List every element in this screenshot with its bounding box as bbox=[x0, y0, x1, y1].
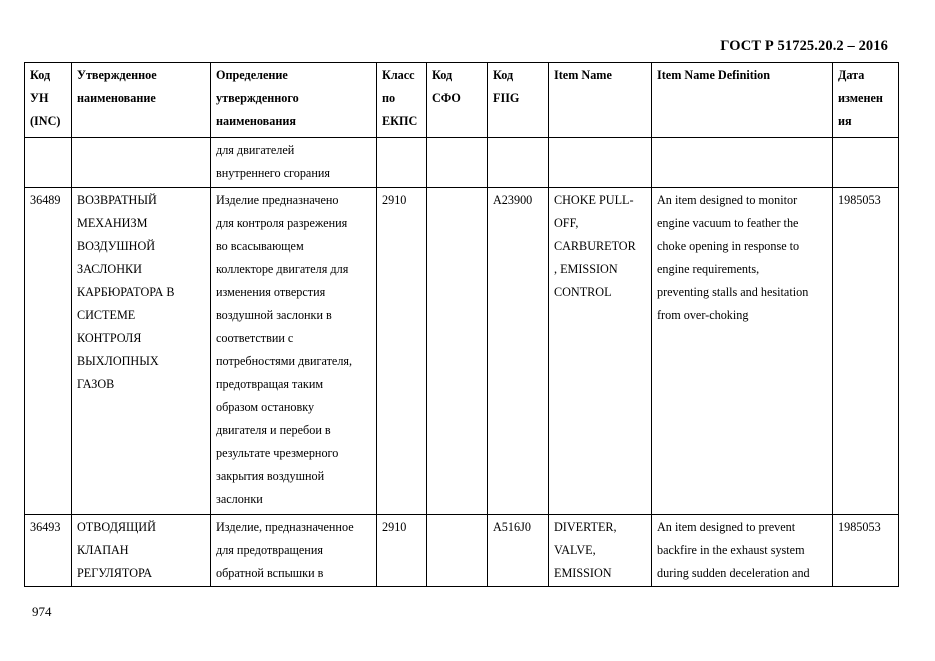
item-definition-line: engine requirements, bbox=[657, 262, 760, 276]
definition-text-line: для двигателей bbox=[216, 143, 295, 157]
class-line: 2910 bbox=[382, 520, 407, 534]
page-number: 974 bbox=[32, 604, 52, 619]
header-text-line: ЕКПС bbox=[382, 114, 418, 128]
definition-line: образом остановку bbox=[216, 400, 315, 414]
header-item-definition bbox=[652, 63, 833, 138]
approved-name-line: РЕГУЛЯТОРА bbox=[77, 566, 153, 580]
table-cell bbox=[652, 138, 833, 188]
item-definition-line: An item designed to prevent bbox=[657, 520, 796, 534]
definition-cell bbox=[211, 188, 377, 515]
item-name-line: CHOKE PULL- bbox=[554, 193, 634, 207]
item-name-line: , EMISSION bbox=[554, 262, 618, 276]
approved-name-cell bbox=[72, 188, 211, 515]
header-text-line: наименование bbox=[77, 91, 156, 105]
header-text-line: Item Name Definition bbox=[657, 68, 771, 82]
definition-line: потребностями двигателя, bbox=[216, 354, 353, 368]
header-text-line: СФО bbox=[432, 91, 461, 105]
table-row bbox=[25, 515, 899, 587]
table-cell bbox=[72, 138, 211, 188]
approved-name-line: КОНТРОЛЯ bbox=[77, 331, 142, 345]
definition-line: для предотвращения bbox=[216, 543, 323, 557]
header-text-line: Код bbox=[30, 68, 51, 82]
header-text-line: Item Name bbox=[554, 68, 612, 82]
inc-line: 36493 bbox=[30, 520, 61, 534]
item-name-line: DIVERTER, bbox=[554, 520, 617, 534]
approved-name-line: ВЫХЛОПНЫХ bbox=[77, 354, 159, 368]
table-cell bbox=[25, 138, 72, 188]
table-row bbox=[25, 188, 899, 515]
inc-cell bbox=[25, 515, 72, 587]
table-header-row bbox=[25, 63, 899, 138]
header-text-line: УН bbox=[30, 91, 49, 105]
header-inc bbox=[25, 63, 72, 138]
header-text-line: Утвержденное bbox=[77, 68, 157, 82]
approved-name-line: СИСТЕМЕ bbox=[77, 308, 136, 322]
approved-name-line: ВОЗДУШНОЙ bbox=[77, 239, 156, 253]
class-cell bbox=[377, 515, 427, 587]
definition-cell bbox=[211, 515, 377, 587]
definition-line: Изделие, предназначенное bbox=[216, 520, 354, 534]
continuation-row bbox=[25, 138, 899, 188]
approved-name-cell bbox=[72, 515, 211, 587]
item-definition-line: engine vacuum to feather the bbox=[657, 216, 799, 230]
item-name-line: VALVE, bbox=[554, 543, 596, 557]
definition-line: Изделие предназначено bbox=[216, 193, 339, 207]
header-text-line: утвержденного bbox=[216, 91, 299, 105]
table-cell bbox=[488, 138, 549, 188]
date-line: 1985053 bbox=[838, 520, 881, 534]
document-header: ГОСТ Р 51725.20.2 – 2016 bbox=[720, 38, 888, 54]
sfo-cell bbox=[427, 188, 488, 515]
item-name-cell bbox=[549, 188, 652, 515]
header-text-line: изменен bbox=[838, 91, 883, 105]
header-definition bbox=[211, 63, 377, 138]
header-text-line: ия bbox=[838, 114, 852, 128]
definition-line: предотвращая таким bbox=[216, 377, 324, 391]
fiig-cell bbox=[488, 188, 549, 515]
item-name-cell bbox=[549, 515, 652, 587]
item-definition-line: during sudden deceleration and bbox=[657, 566, 810, 580]
item-definition-cell bbox=[652, 515, 833, 587]
item-name-line: OFF, bbox=[554, 216, 579, 230]
inc-line: 36489 bbox=[30, 193, 61, 207]
definition-line: закрытия воздушной bbox=[216, 469, 325, 483]
definition-line: соответствии с bbox=[216, 331, 294, 345]
header-date bbox=[833, 63, 899, 138]
item-name-line: EMISSION bbox=[554, 566, 612, 580]
header-text-line: наименования bbox=[216, 114, 296, 128]
class-line: 2910 bbox=[382, 193, 407, 207]
item-definition-line: from over-choking bbox=[657, 308, 749, 322]
date-line: 1985053 bbox=[838, 193, 881, 207]
inc-cell bbox=[25, 188, 72, 515]
definition-line: коллекторе двигателя для bbox=[216, 262, 349, 276]
item-definition-line: preventing stalls and hesitation bbox=[657, 285, 809, 299]
approved-name-line: МЕХАНИЗМ bbox=[77, 216, 148, 230]
definition-line: результате чрезмерного bbox=[216, 446, 339, 460]
definition-line: для контроля разрежения bbox=[216, 216, 348, 230]
table-cell bbox=[377, 138, 427, 188]
header-text-line: Код bbox=[493, 68, 514, 82]
definition-line: заслонки bbox=[216, 492, 263, 506]
approved-name-line: ЗАСЛОНКИ bbox=[77, 262, 142, 276]
header-class bbox=[377, 63, 427, 138]
header-approved-name bbox=[72, 63, 211, 138]
header-sfo bbox=[427, 63, 488, 138]
approved-name-line: ВОЗВРАТНЫЙ bbox=[77, 193, 157, 207]
item-definition-line: backfire in the exhaust system bbox=[657, 543, 805, 557]
approved-name-line: КАРБЮРАТОРА В bbox=[77, 285, 175, 299]
item-name-line: CARBURETOR bbox=[554, 239, 636, 253]
definition-line: изменения отверстия bbox=[216, 285, 326, 299]
item-definition-line: choke opening in response to bbox=[657, 239, 800, 253]
definition-line: во всасывающем bbox=[216, 239, 304, 253]
definition-line: двигателя и перебои в bbox=[216, 423, 331, 437]
header-text-line: FIIG bbox=[493, 91, 520, 105]
table-cell bbox=[549, 138, 652, 188]
fiig-line: A23900 bbox=[493, 193, 533, 207]
header-item-name bbox=[549, 63, 652, 138]
definition-line: обратной вспышки в bbox=[216, 566, 324, 580]
fiig-cell bbox=[488, 515, 549, 587]
sfo-cell bbox=[427, 515, 488, 587]
class-cell bbox=[377, 188, 427, 515]
header-text-line: (INC) bbox=[30, 114, 61, 128]
item-definition-cell bbox=[652, 188, 833, 515]
table-cell bbox=[427, 138, 488, 188]
approved-name-line: КЛАПАН bbox=[77, 543, 129, 557]
header-text-line: Класс bbox=[382, 68, 415, 82]
definition-line: воздушной заслонки в bbox=[216, 308, 332, 322]
header-text-line: по bbox=[382, 91, 396, 105]
date-cell bbox=[833, 515, 899, 587]
item-definition-line: An item designed to monitor bbox=[657, 193, 798, 207]
header-text-line: Дата bbox=[838, 68, 865, 82]
classifier-table bbox=[24, 62, 899, 587]
fiig-line: A516J0 bbox=[493, 520, 531, 534]
definition-text-line: внутреннего сгорания bbox=[216, 166, 330, 180]
date-cell bbox=[833, 188, 899, 515]
table-cell bbox=[833, 138, 899, 188]
header-text-line: Код bbox=[432, 68, 453, 82]
header-fiig bbox=[488, 63, 549, 138]
approved-name-line: ГАЗОВ bbox=[77, 377, 115, 391]
header-text-line: Определение bbox=[216, 68, 288, 82]
item-name-line: CONTROL bbox=[554, 285, 612, 299]
continuation-definition bbox=[211, 138, 377, 188]
approved-name-line: ОТВОДЯЩИЙ bbox=[77, 520, 156, 534]
